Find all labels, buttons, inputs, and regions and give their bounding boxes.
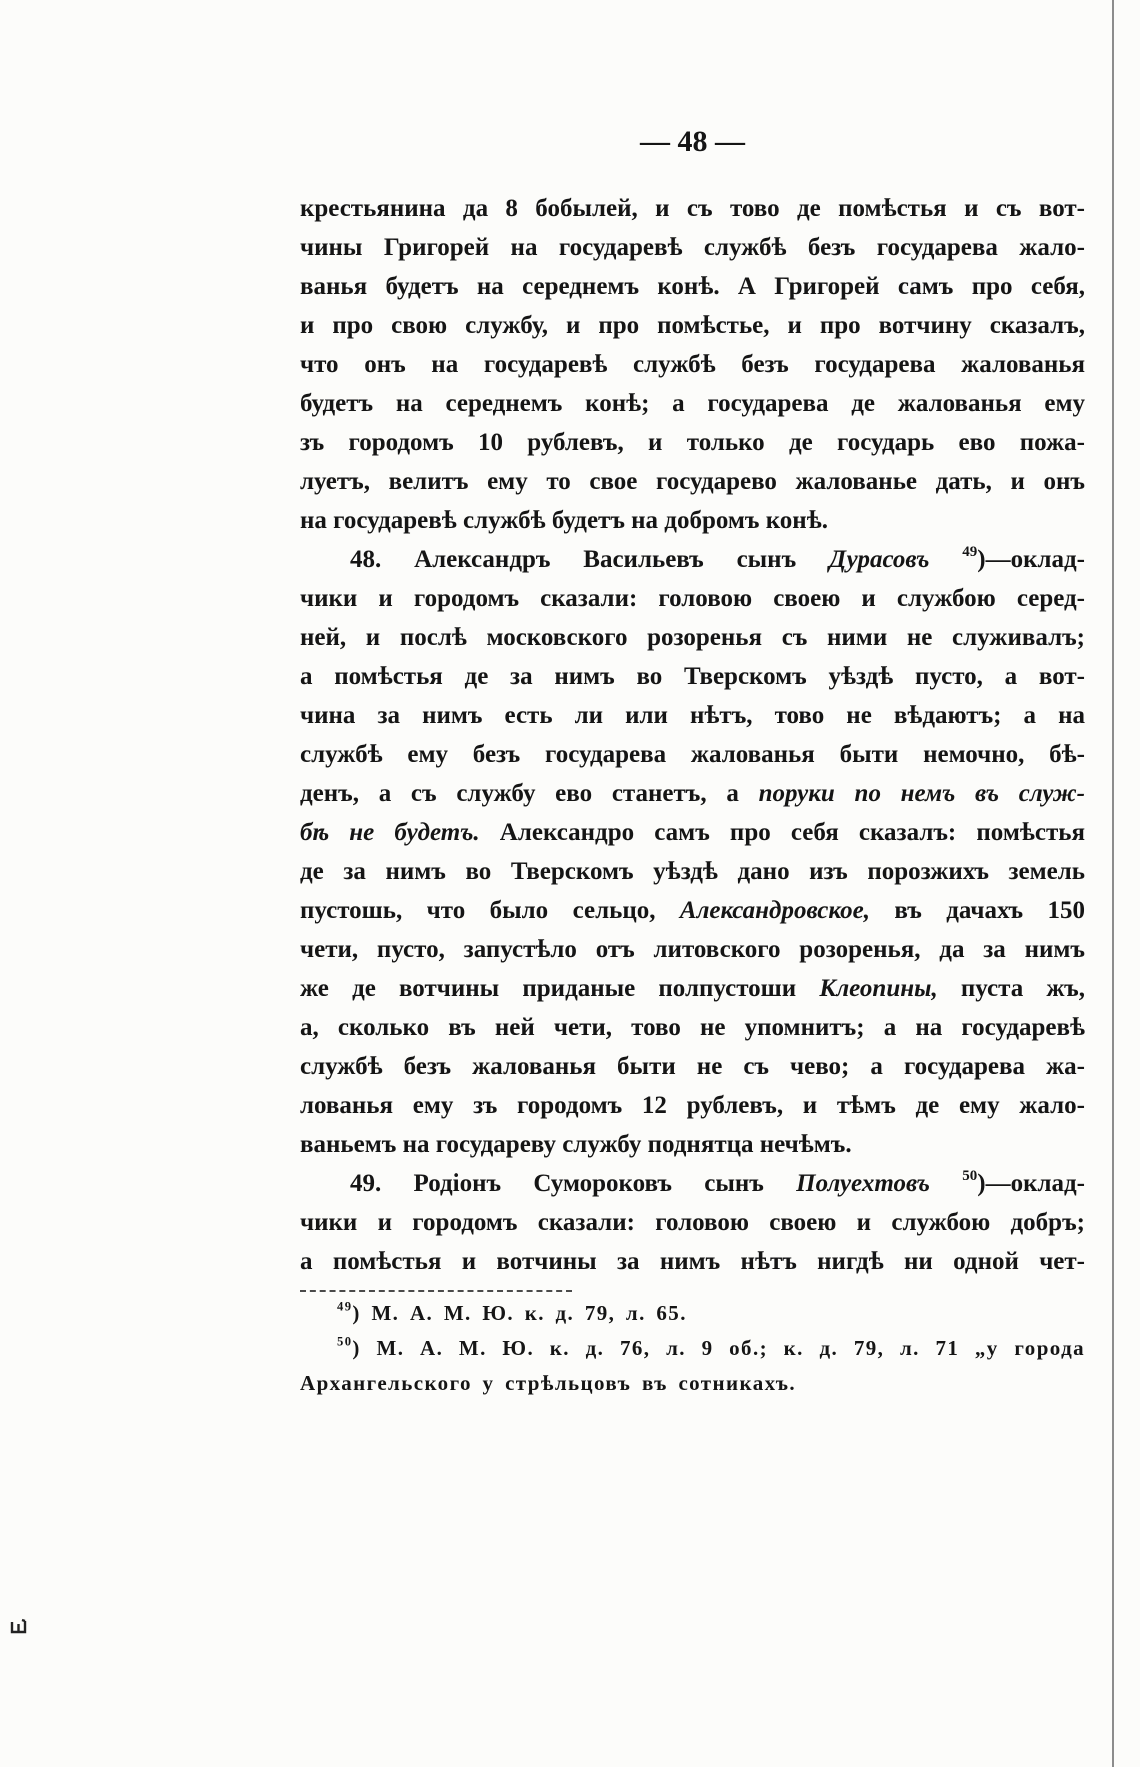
entry-text: 48. Александръ Васильевъ сынъ (350, 546, 829, 573)
text-line: а помѣстья де за нимъ во Тверскомъ уѣздѣ пусто, а вот- (300, 663, 1085, 690)
entry-text: )—оклад- (977, 1170, 1085, 1197)
footnote-text: ) М. А. М. Ю. к. д. 79, л. 65. (352, 1301, 687, 1325)
place-name-italic: Клеопины, (819, 975, 938, 1002)
text-line: ваньемъ на государеву службу поднятца нечѣмъ. (300, 1131, 852, 1158)
text-line: зъ городомъ 10 рублевъ, и только де государь ево пожа- (300, 429, 1085, 456)
surname-italic: Дурасовъ (828, 546, 963, 573)
text-line (300, 1164, 1085, 1203)
text-line: а помѣстья и вотчины за нимъ нѣтъ нигдѣ ни одной чет- (300, 1248, 1085, 1275)
text-line: на государевѣ службѣ будетъ на добромъ конѣ. (300, 507, 828, 534)
paragraph-48 (300, 540, 1085, 1164)
footnote-49 (300, 1296, 1085, 1331)
footnotes (300, 1296, 1085, 1401)
text-line: ванья будетъ на середнемъ конѣ. А Григорей самъ про себя, (300, 273, 1085, 300)
entry-text: 49. Родіонъ Сумороковъ сынъ (350, 1170, 797, 1197)
scan-edge-line (1112, 0, 1114, 1767)
paragraph-continued (300, 189, 1085, 540)
text-line: чины Григорей на государевѣ службѣ безъ государева жало- (300, 234, 1085, 261)
text-line: что онъ на государевѣ службѣ безъ государева жалованья (300, 351, 1085, 378)
text-line: чики и городомъ сказали: головою своею и службою серед- (300, 585, 1085, 612)
text-line: будетъ на середнемъ конѣ; а государева де жалованья ему (300, 390, 1085, 417)
scan-mark-icon (10, 1618, 28, 1634)
text-line: и про свою службу, и про помѣстье, и про вотчину сказалъ, (300, 312, 1085, 339)
text-segment: пустошь, что было сельцо, (300, 897, 680, 924)
footnote-mark: 49 (337, 1299, 353, 1314)
footnote-ref-49: 49 (962, 543, 978, 560)
italic-phrase: бѣ не будетъ. (300, 819, 480, 846)
text-line: крестьянина да 8 бобылей, и съ тово де помѣстья и съ вот- (300, 195, 1085, 222)
footnote-text: ) М. А. М. Ю. к. д. 76, л. 9 об.; к. д. 79, л. 71 „у города (352, 1336, 1085, 1360)
surname-italic: Полуехтовъ (796, 1170, 963, 1197)
text-line (300, 774, 1085, 813)
paragraph-49 (300, 1164, 1085, 1281)
text-segment: же де вотчины приданые полпустоши (300, 975, 820, 1002)
footnote-separator (300, 1290, 572, 1292)
page-number: — 48 — (640, 125, 745, 158)
footnote-ref-50: 50 (962, 1167, 978, 1184)
text-line: а, сколько въ ней чети, тово не упомнитъ; а на государевѣ (300, 1014, 1085, 1041)
footnote-mark: 50 (337, 1334, 353, 1349)
text-segment: денъ, а съ службу ево станетъ, а (300, 780, 759, 807)
text-segment: Александро самъ про себя сказалъ: помѣстья (479, 819, 1085, 846)
text-line: де за нимъ во Тверскомъ уѣздѣ дано изъ порозжихъ земель (300, 858, 1085, 885)
text-line (300, 540, 1085, 579)
footnote-50 (300, 1331, 1085, 1366)
text-segment: пуста жъ, (937, 975, 1085, 1002)
footnote-50-continued: Архангельского у стрѣльцовъ въ сотникахъ. (300, 1371, 796, 1395)
text-line: чина за нимъ есть ли или нѣтъ, тово не вѣдаютъ; а на (300, 702, 1085, 729)
text-line: луетъ, велитъ ему то свое государево жалованье дать, и онъ (300, 468, 1085, 495)
text-line: службѣ ему безъ государева жалованья быти немочно, бѣ- (300, 741, 1085, 768)
text-line: лованья ему зъ городомъ 12 рублевъ, и тѣмъ де ему жало- (300, 1092, 1085, 1119)
text-line (300, 969, 1085, 1008)
text-line (300, 813, 1085, 852)
entry-text: )—оклад- (977, 546, 1085, 573)
text-line: службѣ безъ жалованья быти не съ чево; а государева жа- (300, 1053, 1085, 1080)
body-text (300, 189, 1085, 1281)
text-line: ней, и послѣ московского розоренья съ ними не служивалъ; (300, 624, 1085, 651)
italic-phrase: поруки по немъ въ служ- (758, 780, 1085, 807)
text-line: чети, пусто, запустѣло отъ литовского розоренья, да за нимъ (300, 936, 1085, 963)
place-name-italic: Александровское, (679, 897, 870, 924)
text-segment: въ дачахъ 150 (869, 897, 1085, 924)
text-line (300, 891, 1085, 930)
text-line: чики и городомъ сказали: головою своею и службою добръ; (300, 1209, 1085, 1236)
